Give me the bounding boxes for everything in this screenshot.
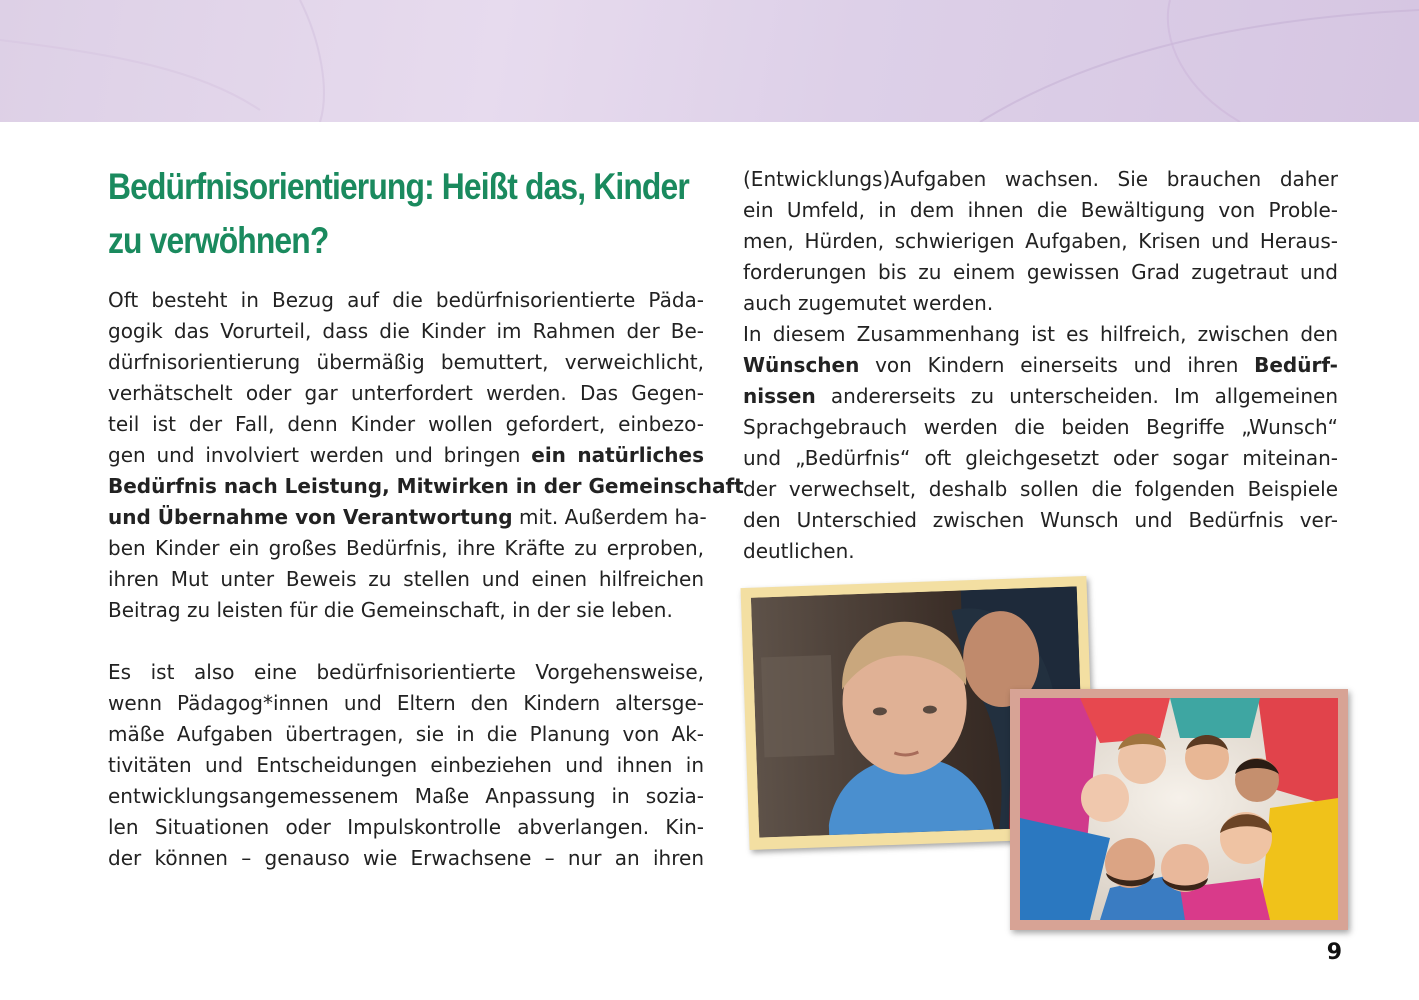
text-line bbox=[743, 381, 1338, 412]
page-title bbox=[108, 160, 689, 268]
text-segment: von Kindern einerseits und ihren bbox=[859, 353, 1255, 377]
bold-text: Bedürf- bbox=[1254, 353, 1338, 377]
text-line: tivitäten und Entscheidungen einbeziehen und ihnen in bbox=[108, 753, 704, 777]
photo-children-circle bbox=[1010, 689, 1348, 930]
text-line: den Unterschied zwischen Wunsch und Bedürfnis ver- bbox=[743, 508, 1338, 532]
text-line: Sprachgebrauch werden die beiden Begriffe „Wunsch“ bbox=[743, 415, 1338, 439]
text-line bbox=[743, 350, 1338, 381]
text-line: men, Hürden, schwierigen Aufgaben, Krisen und Heraus- bbox=[743, 229, 1338, 253]
left-column-paragraph-2 bbox=[108, 657, 704, 874]
text-line bbox=[108, 502, 707, 533]
text-segment: mit. Außerdem ha- bbox=[512, 505, 707, 529]
header-banner bbox=[0, 0, 1419, 122]
bold-text: nissen bbox=[743, 384, 816, 408]
text-line: forderungen bis zu einem gewissen Grad zugetraut und bbox=[743, 260, 1338, 284]
text-line: entwicklungsangemessenem Maße Anpassung in sozia- bbox=[108, 784, 704, 808]
text-line: len Situationen oder Impulskontrolle abverlangen. Kin- bbox=[108, 815, 704, 839]
photo-children-circle-image bbox=[1020, 698, 1338, 920]
banner-decoration bbox=[0, 0, 1419, 122]
bold-text: und Übernahme von Verantwortung bbox=[108, 505, 513, 529]
text-line: wenn Pädagog*innen und Eltern den Kindern altersge- bbox=[108, 691, 704, 715]
text-line: der können – genauso wie Erwachsene – nur an ihren bbox=[108, 846, 704, 870]
text-line bbox=[108, 471, 744, 502]
text-line: ein Umfeld, in dem ihnen die Bewältigung von Proble- bbox=[743, 198, 1338, 222]
text-line bbox=[108, 440, 704, 471]
text-line: Es ist also eine bedürfnisorientierte Vorgehensweise, bbox=[108, 660, 704, 684]
text-line: gogik das Vorurteil, dass die Kinder im Rahmen der Be- bbox=[108, 319, 704, 343]
page-number: 9 bbox=[1326, 940, 1342, 965]
text-line: ihren Mut unter Beweis zu stellen und einen hilfreichen bbox=[108, 567, 704, 591]
title-line-2: zu verwöhnen? bbox=[108, 220, 329, 261]
text-line: In diesem Zusammenhang ist es hilfreich, zwischen den bbox=[743, 322, 1338, 346]
bold-text: Wünschen bbox=[743, 353, 860, 377]
title-line-1: Bedürfnisorientierung: Heißt das, Kinder bbox=[108, 166, 689, 207]
text-line: teil ist der Fall, denn Kinder wollen gefordert, einbezo- bbox=[108, 412, 704, 436]
text-line: Oft besteht in Bezug auf die bedürfnisorientierte Päda- bbox=[108, 288, 704, 312]
text-segment: andererseits zu unterscheiden. Im allgemeinen bbox=[815, 384, 1338, 408]
text-line: ben Kinder ein großes Bedürfnis, ihre Kräfte zu erproben, bbox=[108, 536, 704, 560]
bold-text: ein natürliches bbox=[531, 443, 705, 467]
text-line: und „Bedürfnis“ oft gleichgesetzt oder sogar miteinan- bbox=[743, 446, 1338, 470]
text-line: dürfnisorientierung übermäßig bemuttert, verweichlicht, bbox=[108, 350, 704, 374]
text-line: Beitrag zu leisten für die Gemeinschaft, in der sie leben. bbox=[108, 598, 673, 622]
text-segment: gen und involviert werden und bringen bbox=[108, 443, 532, 467]
bold-text: Bedürfnis nach Leistung, Mitwirken in der Gemeinschaft bbox=[108, 474, 744, 498]
right-column-text bbox=[743, 164, 1338, 567]
text-line: mäße Aufgaben übertragen, sie in die Planung von Ak- bbox=[108, 722, 704, 746]
text-line: verhätschelt oder gar unterfordert werden. Das Gegen- bbox=[108, 381, 704, 405]
text-line: deutlichen. bbox=[743, 539, 855, 563]
left-column-paragraph-1 bbox=[108, 285, 744, 626]
text-line: (Entwicklungs)Aufgaben wachsen. Sie brauchen daher bbox=[743, 167, 1338, 191]
text-line: auch zugemutet werden. bbox=[743, 291, 994, 315]
text-line: der verwechselt, deshalb sollen die folgenden Beispiele bbox=[743, 477, 1338, 501]
